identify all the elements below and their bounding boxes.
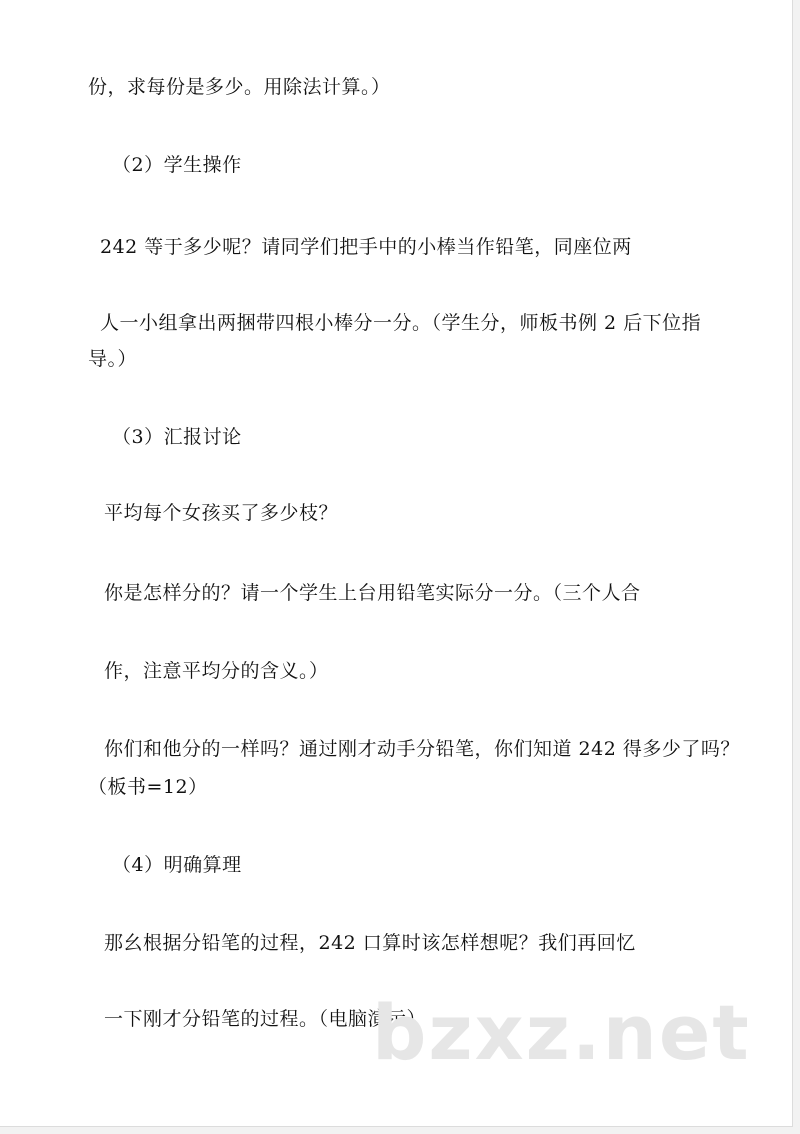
text-line: 平均每个女孩买了多少枝？ xyxy=(104,502,339,524)
text-line: 242 等于多少呢？请同学们把手中的小棒当作铅笔，同座位两 xyxy=(100,236,632,258)
text-line: 你们和他分的一样吗？通过刚才动手分铅笔，你们知道 242 得多少了吗？ xyxy=(104,738,740,760)
text-line: 你是怎样分的？请一个学生上台用铅笔实际分一分。（三个人合 xyxy=(104,582,641,604)
watermark: bzxz.net xyxy=(372,988,751,1077)
section-heading: （3）汇报讨论 xyxy=(112,426,242,448)
text-line: 一下刚才分铅笔的过程。（电脑演示） xyxy=(104,1008,427,1030)
text-line: 份，求每份是多少。用除法计算。） xyxy=(88,76,391,98)
section-heading: （4）明确算理 xyxy=(112,854,242,876)
text-line: 那幺根据分铅笔的过程，242 口算时该怎样想呢？我们再回忆 xyxy=(104,932,636,954)
text-line: 人一小组拿出两捆带四根小棒分一分。（学生分，师板书例 2 后下位指 xyxy=(100,312,702,334)
text-line: 作，注意平均分的含义。） xyxy=(104,660,329,682)
section-heading: （2）学生操作 xyxy=(112,154,242,176)
text-line: （板书=12） xyxy=(88,776,208,798)
text-line: 导。） xyxy=(88,348,138,370)
